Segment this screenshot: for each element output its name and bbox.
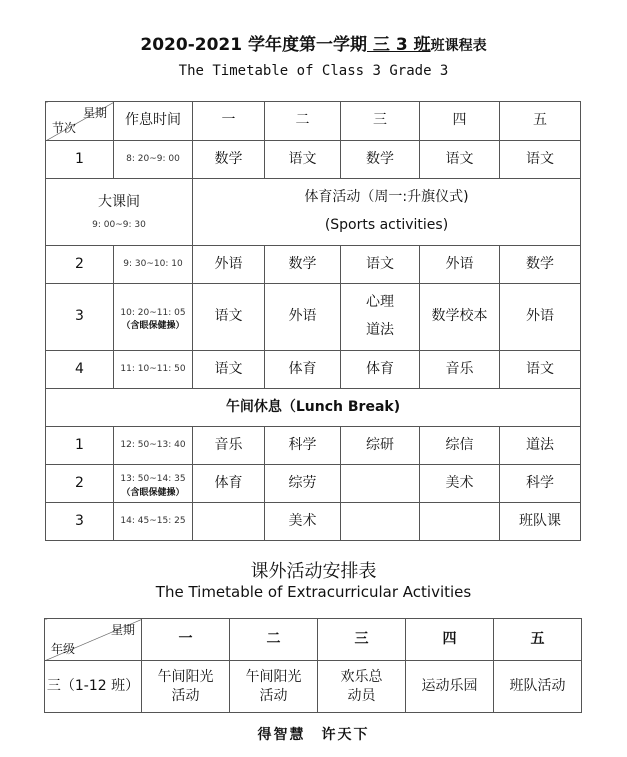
class-timetable	[45, 101, 581, 541]
table-row	[46, 141, 581, 179]
period-time: 11: 10~11: 50	[114, 351, 193, 389]
day-header: 二	[230, 619, 318, 661]
table-row	[45, 661, 582, 713]
day-header: 三	[318, 619, 406, 661]
period-number: 3	[46, 503, 114, 541]
period-time: 14: 45~15: 25	[114, 503, 193, 541]
subject-cell: 外语	[193, 246, 265, 284]
break-row	[46, 179, 581, 246]
table-row	[46, 465, 581, 503]
subject-cell: 语文	[193, 284, 265, 351]
subject-cell: 数学	[341, 141, 420, 179]
subject-cell: 语文	[265, 141, 341, 179]
activity-cell: 班队活动	[494, 661, 582, 713]
subject-cell: 外语	[420, 246, 500, 284]
day-header: 五	[500, 102, 581, 141]
extracurricular-subtitle: The Timetable of Extracurricular Activities	[155, 583, 472, 601]
subject-cell: 综研	[341, 427, 420, 465]
subject-cell: 心理 道法	[341, 284, 420, 351]
subject-cell: 数学	[500, 246, 581, 284]
subject-cell: 美术	[265, 503, 341, 541]
period-number: 1	[46, 427, 114, 465]
subject-cell	[341, 503, 420, 541]
lunch-row	[46, 389, 581, 427]
period-number: 3	[46, 284, 114, 351]
day-header: 四	[420, 102, 500, 141]
subject-cell: 综信	[420, 427, 500, 465]
period-time: 13: 50~14: 35 （含眼保健操）	[114, 465, 193, 503]
subject-cell: 科学	[265, 427, 341, 465]
period-number: 2	[46, 246, 114, 284]
table-row	[46, 351, 581, 389]
subject-cell: 道法	[500, 427, 581, 465]
day-header: 一	[142, 619, 230, 661]
subject-cell: 音乐	[193, 427, 265, 465]
break-label-cell: 大课间 9: 00~9: 30	[46, 179, 193, 246]
period-time: 8: 20~9: 00	[114, 141, 193, 179]
subject-cell: 美术	[420, 465, 500, 503]
day-header: 二	[265, 102, 341, 141]
subject-cell: 语文	[500, 141, 581, 179]
subject-cell: 语文	[341, 246, 420, 284]
period-time: 9: 30~10: 10	[114, 246, 193, 284]
subject-cell: 数学	[193, 141, 265, 179]
subject-cell	[193, 503, 265, 541]
period-time: 10: 20~11: 05 （含眼保健操）	[114, 284, 193, 351]
day-header: 五	[494, 619, 582, 661]
timetable-subtitle: The Timetable of Class 3 Grade 3	[178, 63, 449, 79]
subject-cell: 综劳	[265, 465, 341, 503]
lunch-break-label: 午间休息（Lunch Break)	[46, 389, 581, 427]
corner-header: 星期 节次	[46, 102, 114, 141]
activity-cell: 运动乐园	[406, 661, 494, 713]
subject-cell: 语文	[420, 141, 500, 179]
corner-header: 星期 年级	[45, 619, 142, 661]
subject-cell: 语文	[193, 351, 265, 389]
period-number: 4	[46, 351, 114, 389]
class-name: 三 3 班	[367, 35, 431, 55]
subject-cell: 数学	[265, 246, 341, 284]
extracurricular-title: 课外活动安排表	[250, 561, 377, 582]
time-header: 作息时间	[114, 102, 193, 141]
period-number: 1	[46, 141, 114, 179]
table-row	[46, 284, 581, 351]
subject-cell: 体育	[341, 351, 420, 389]
extracurricular-timetable	[44, 618, 582, 713]
subject-cell: 班队课	[500, 503, 581, 541]
school-motto: 得智慧 许天下	[257, 727, 370, 743]
subject-cell: 外语	[265, 284, 341, 351]
activity-cell: 午间阳光 活动	[142, 661, 230, 713]
timetable-title: 2020-2021 学年度第一学期 三 3 班班课程表	[140, 35, 487, 55]
activity-cell: 欢乐总 动员	[318, 661, 406, 713]
subject-cell: 外语	[500, 284, 581, 351]
subject-cell: 音乐	[420, 351, 500, 389]
subject-cell: 体育	[193, 465, 265, 503]
subject-cell: 科学	[500, 465, 581, 503]
table-row	[46, 503, 581, 541]
day-header: 三	[341, 102, 420, 141]
table-row	[46, 246, 581, 284]
break-activity-cell: 体育活动（周一:升旗仪式) (Sports activities)	[193, 179, 581, 246]
subject-cell: 语文	[500, 351, 581, 389]
subject-cell: 体育	[265, 351, 341, 389]
subject-cell: 数学校本	[420, 284, 500, 351]
table-row	[46, 427, 581, 465]
subject-cell	[420, 503, 500, 541]
period-number: 2	[46, 465, 114, 503]
grade-cell: 三（1-12 班）	[45, 661, 142, 713]
activity-cell: 午间阳光 活动	[230, 661, 318, 713]
day-header: 一	[193, 102, 265, 141]
subject-cell	[341, 465, 420, 503]
period-time: 12: 50~13: 40	[114, 427, 193, 465]
day-header: 四	[406, 619, 494, 661]
